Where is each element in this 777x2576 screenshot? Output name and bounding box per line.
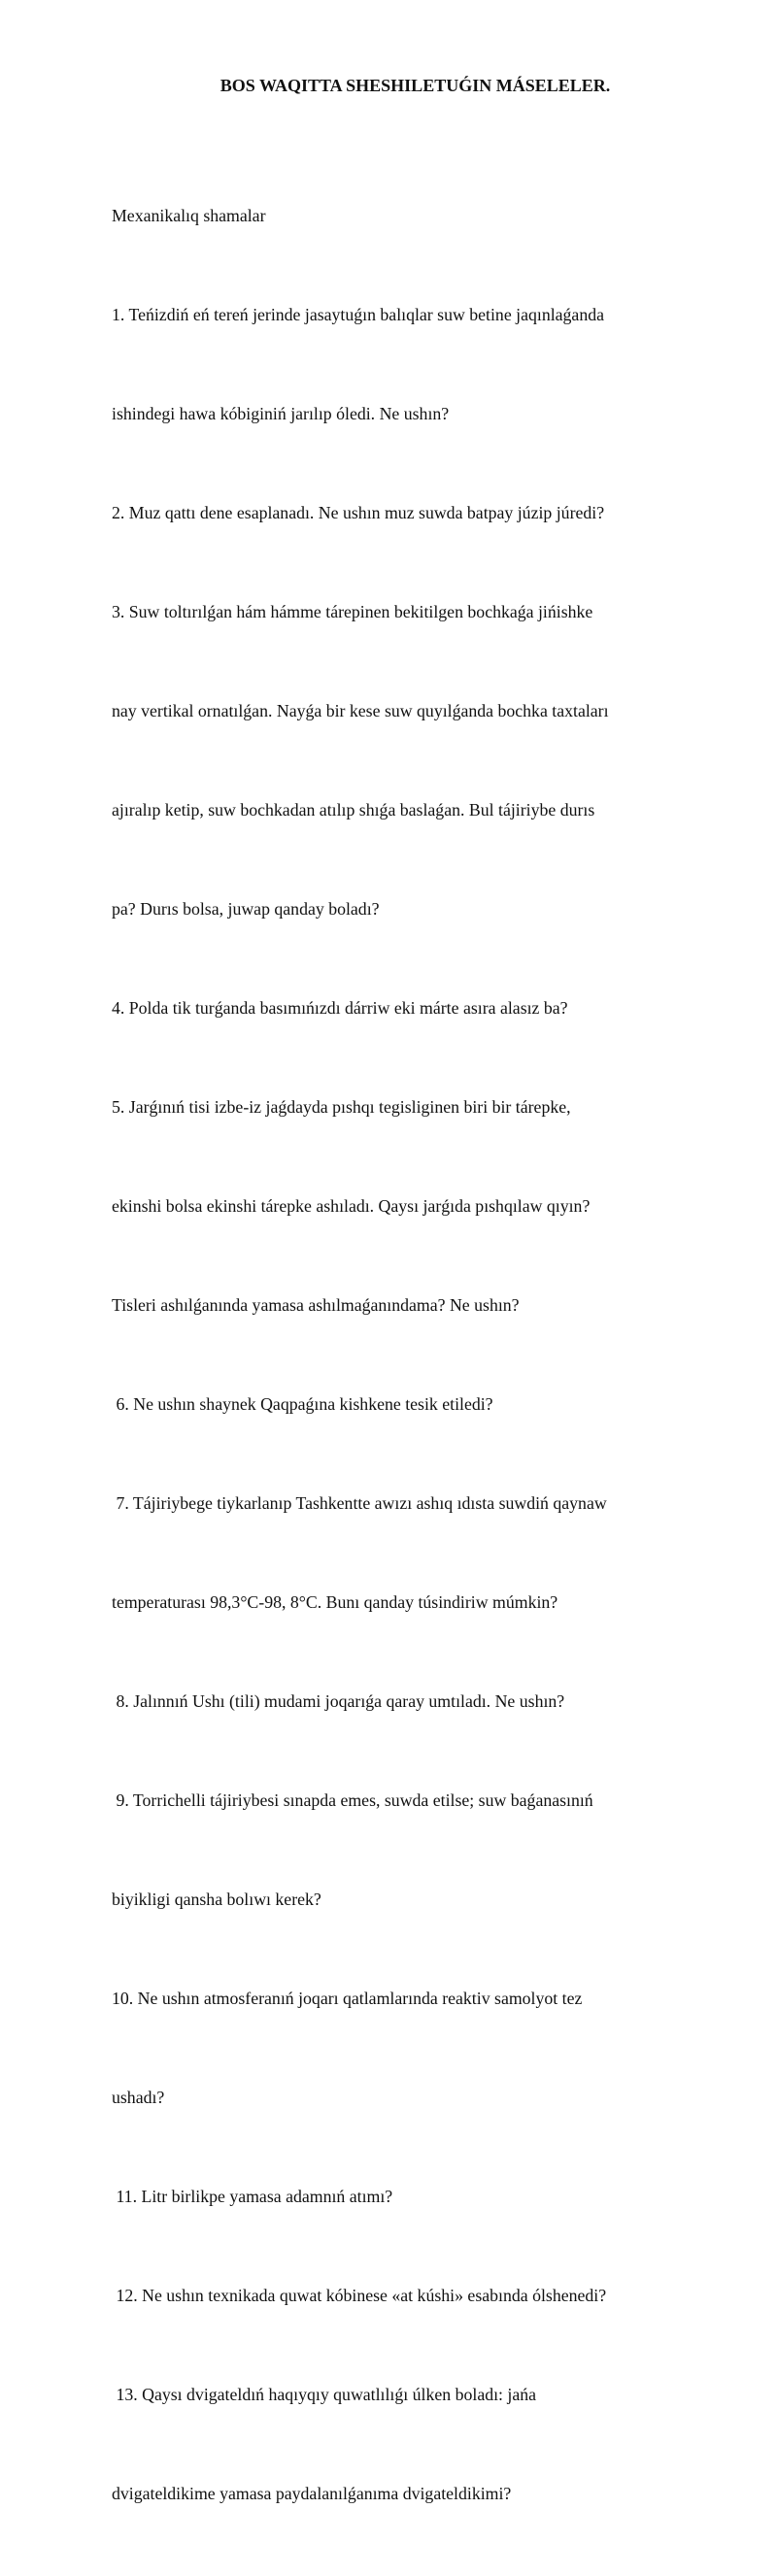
body-text (112, 133, 719, 2576)
page-title: BOS WAQITTA SHESHILETUǴIN MÁSELELER. (220, 76, 611, 95)
text-line: 10. Ne ushın atmosferanıń joqarı qatlamlarında reaktiv samolyot tez (112, 1989, 583, 2008)
text-line: nay vertikal ornatılǵan. Nayǵa bir kese suw quyılǵanda bochka taxtaları (112, 701, 609, 720)
text-line: temperaturası 98,3°C-98, 8°C. Bunı qanday túsindiriw múmkin? (112, 1592, 558, 1612)
text-line: dvigateldikime yamasa paydalanılǵanıma dvigateldikimi? (112, 2484, 512, 2503)
text-line: 12. Ne ushın texnikada quwat kóbinese «at kúshi» esabında ólshenedi? (112, 2286, 607, 2305)
text-line: biyikligi qansha bolıwı kerek? (112, 1890, 321, 1909)
text-line: 9. Torrichelli tájiriybesi sınapda emes, suwda etilse; suw baǵanasınıń (112, 1790, 593, 1810)
text-line: 7. Tájiriybege tiykarlanıp Tashkentte awızı ashıq ıdısta suwdiń qaynaw (112, 1493, 607, 1513)
text-line: Tisleri ashılǵanında yamasa ashılmaǵanındama? Ne ushın? (112, 1295, 520, 1315)
text-line: pa? Durıs bolsa, juwap qanday boladı? (112, 899, 380, 919)
text-line: 1. Teńizdiń eń tereń jerinde jasaytuǵın balıqlar suw betine jaqınlaǵanda (112, 305, 604, 324)
text-line: 3. Suw toltırılǵan hám hámme tárepinen bekitilgen bochkaǵa jińishke (112, 602, 593, 621)
text-line: 4. Polda tik turǵanda basımıńızdı dárriw eki márte asıra alasız ba? (112, 998, 568, 1018)
text-line: 8. Jalınnıń Ushı (tili) mudami joqarıǵa qaray umtıladı. Ne ushın? (112, 1691, 565, 1711)
section-heading: Mexanikalıq shamalar (112, 206, 266, 225)
document-page (112, 73, 719, 2576)
text-line: 5. Jarǵınıń tisi izbe-iz jaǵdayda pıshqı tegisliginen biri bir tárepke, (112, 1097, 571, 1117)
text-line: 11. Litr birlikpe yamasa adamnıń atımı? (112, 2187, 393, 2206)
text-line: ishindegi hawa kóbiginiń jarılıp óledi. Ne ushın? (112, 404, 450, 423)
text-line: 6. Ne ushın shaynek Qaqpaǵına kishkene tesik etiledi? (112, 1394, 493, 1414)
text-line: 2. Muz qattı dene esaplanadı. Ne ushın muz suwda batpay júzip júredi? (112, 503, 605, 522)
text-line: ajıralıp ketip, suw bochkadan atılıp shıǵa baslaǵan. Bul tájiriybe durıs (112, 800, 595, 820)
text-line: ushadı? (112, 2088, 165, 2107)
text-line: ekinshi bolsa ekinshi tárepke ashıladı. Qaysı jarǵıda pıshqılaw qıyın? (112, 1196, 591, 1216)
text-line: 13. Qaysı dvigateldıń haqıyqıy quwatlılıǵı úlken boladı: jańa (112, 2385, 537, 2404)
